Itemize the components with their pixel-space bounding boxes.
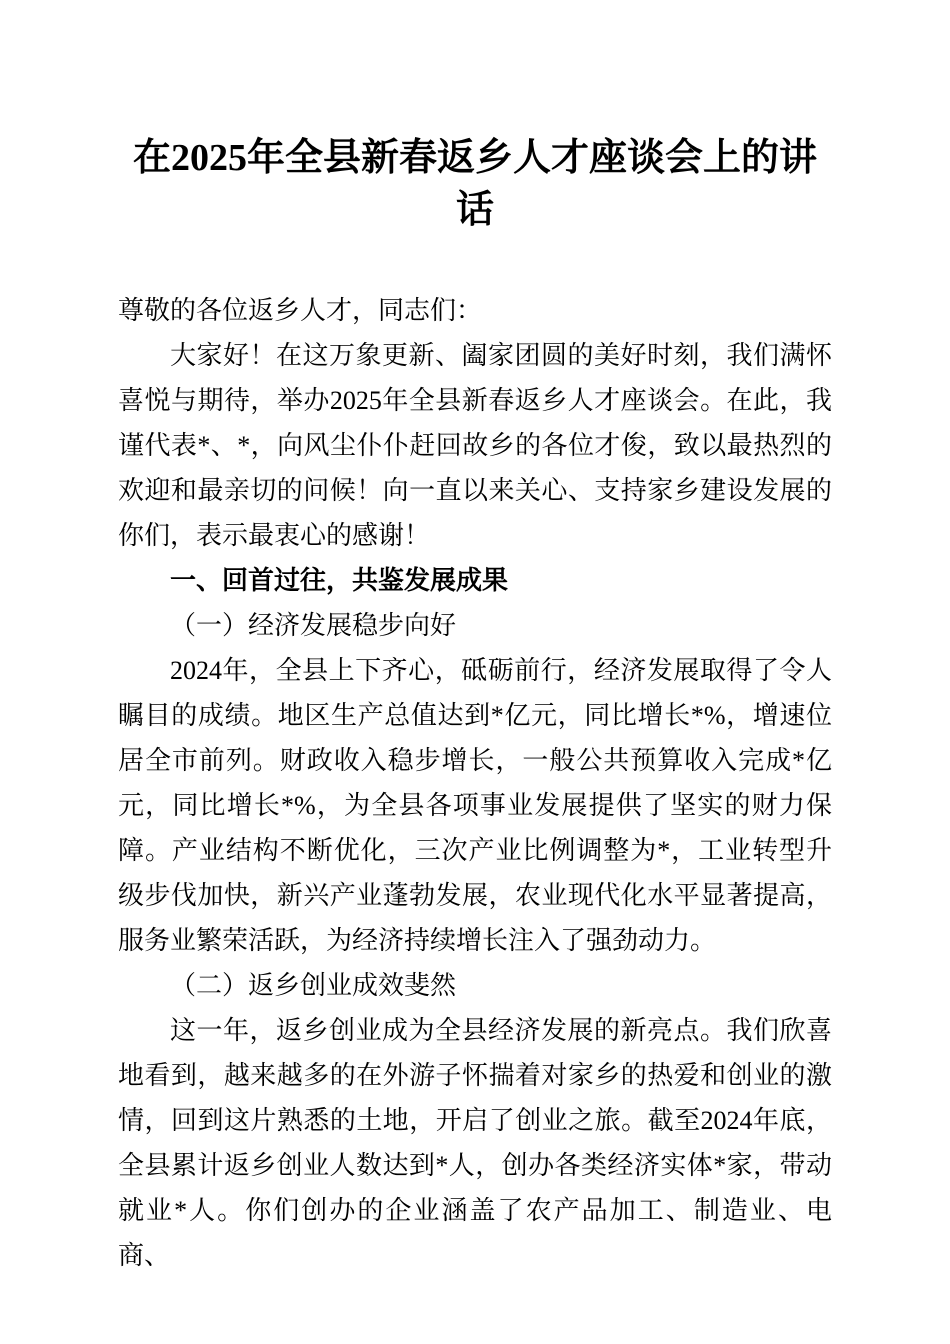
document-body	[118, 288, 832, 1278]
body-paragraph: 2024年，全县上下齐心，砥砺前行，经济发展取得了令人瞩目的成绩。地区生产总值达到*亿元，同比增长*%，增速位居全市前列。财政收入稳步增长，一般公共预算收入完成*亿元，同比增长*%，为全县各项事业发展提供了坚实的财力保障。产业结构不断优化，三次产业比例调整为*，工业转型升级步伐加快，新兴产业蓬勃发展，农业现代化水平显著提高，服务业繁荣活跃，为经济持续增长注入了强劲动力。	[118, 656, 832, 955]
body-paragraph: 这一年，返乡创业成为全县经济发展的新亮点。我们欣喜地看到，越来越多的在外游子怀揣着对家乡的热爱和创业的激情，回到这片熟悉的土地，开启了创业之旅。截至2024年底，全县累计返乡创业人数达到*人，创办各类经济实体*家，带动就业*人。你们创办的企业涵盖了农产品加工、制造业、电商、	[118, 1016, 832, 1270]
sub-heading: （一）经济发展稳步向好	[170, 611, 457, 640]
body-paragraph: 大家好！在这万象更新、阖家团圆的美好时刻，我们满怀喜悦与期待，举办2025年全县新春返乡人才座谈会。在此，我谨代表*、*，向风尘仆仆赶回故乡的各位才俊，致以最热烈的欢迎和最亲切的问候！向一直以来关心、支持家乡建设发展的你们，表示最衷心的感谢！	[118, 341, 832, 550]
document-title: 在2025年全县新春返乡人才座谈会上的讲话	[132, 137, 817, 231]
section-heading: 一、回首过往，共鉴发展成果	[170, 565, 509, 595]
salutation-line: 尊敬的各位返乡人才，同志们：	[118, 296, 483, 325]
sub-heading: （二）返乡创业成效斐然	[170, 971, 457, 1000]
